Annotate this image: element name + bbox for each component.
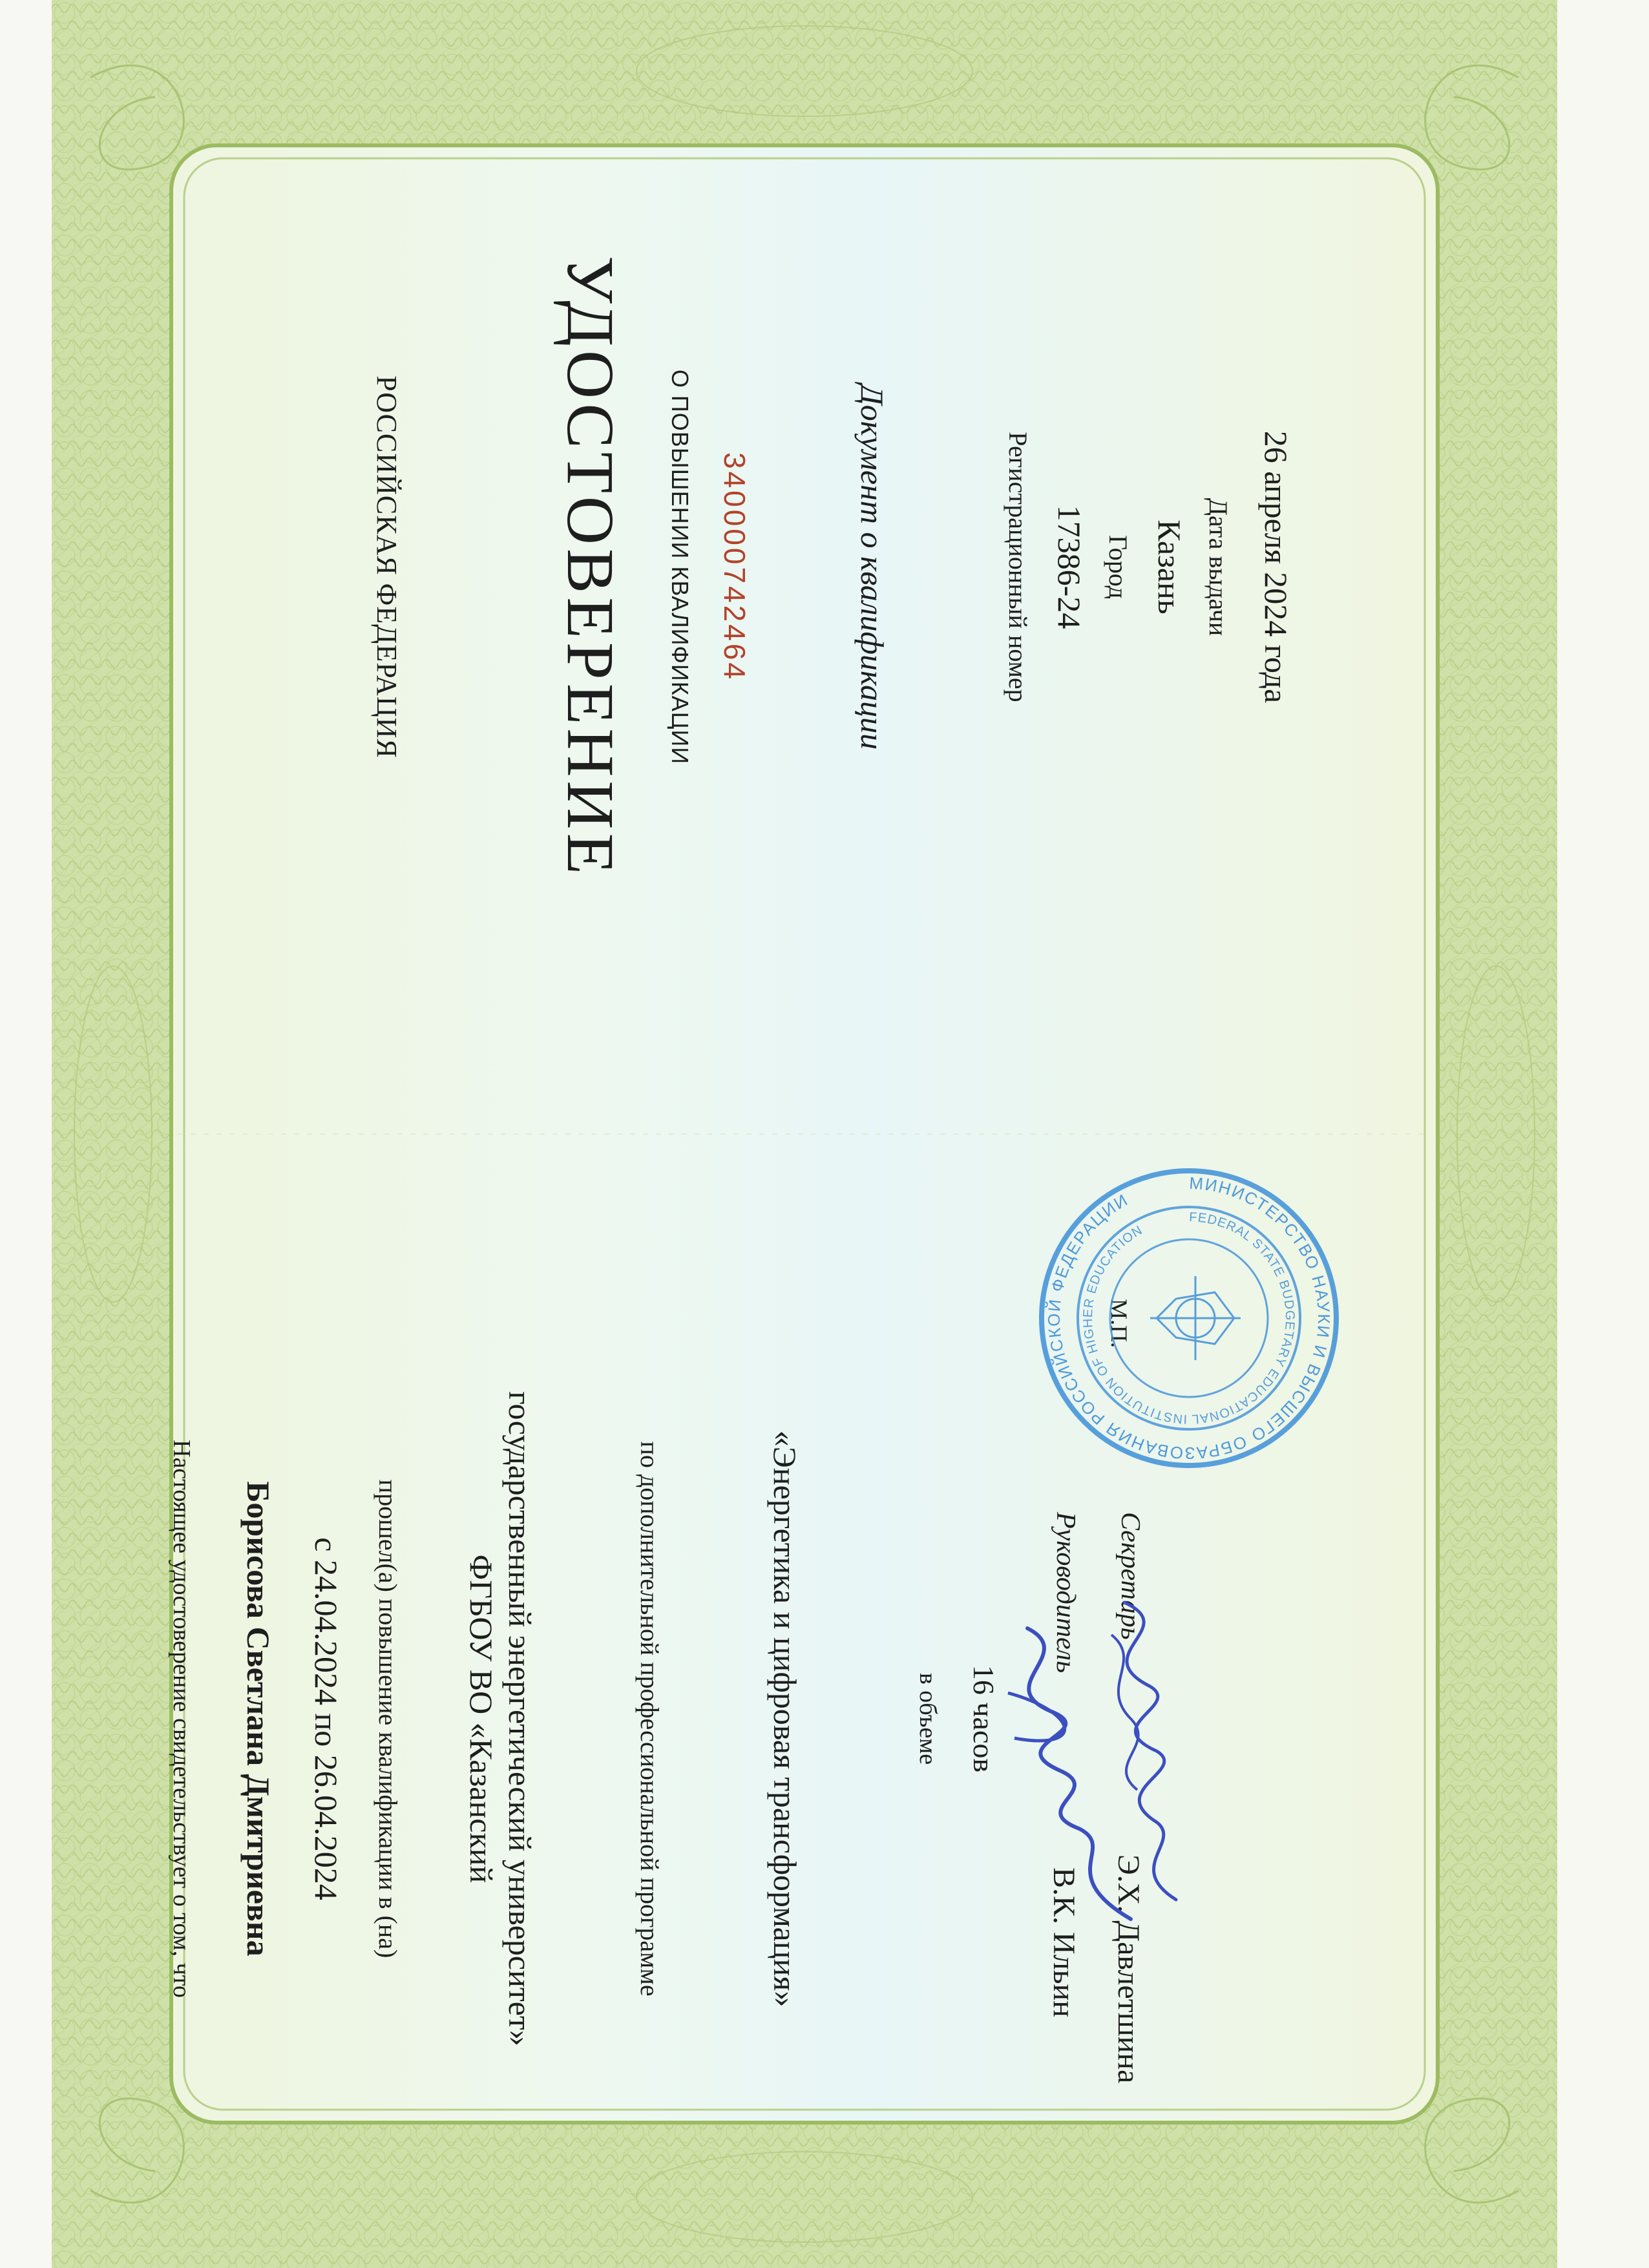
secretary-label: Секретарь bbox=[1115, 1512, 1145, 1640]
volume-label: в объеме bbox=[914, 1672, 941, 1765]
registration-number: 17386-24 bbox=[1051, 505, 1087, 629]
registration-number-label: Регистрационный номер bbox=[1003, 432, 1033, 702]
completion-text: прошел(а) повышение квалификации в (на) bbox=[373, 1479, 403, 1958]
volume-hours: 16 часов bbox=[967, 1664, 1000, 1773]
serial-number: 340000742464 bbox=[718, 452, 751, 682]
document-title: УДОСТОВЕРЕНИЕ bbox=[553, 255, 627, 879]
recipient-name: Борисова Светлана Дмитриевна bbox=[240, 1481, 277, 1957]
secretary-name: Э.Х. Давлетшина bbox=[1111, 1854, 1146, 2084]
city-label: Город bbox=[1104, 535, 1133, 599]
certificate-spread bbox=[52, 0, 1557, 2268]
issue-date-label: Дата выдачи bbox=[1204, 498, 1233, 636]
seal-place-label: М.П. bbox=[1106, 1299, 1132, 1349]
document-subtitle: О ПОВЫШЕНИИ КВАЛИФИКАЦИИ bbox=[667, 369, 693, 765]
head-label: Руководитель bbox=[1051, 1512, 1080, 1674]
seal-outer-text: МИНИСТЕРСТВО НАУКИ И ВЫСШЕГО ОБРАЗОВАНИЯ РОССИЙСКОЙ ФЕДЕРАЦИИ bbox=[1044, 1173, 1334, 1464]
secretary-signature bbox=[1079, 1596, 1195, 1906]
training-period: с 24.04.2024 по 26.04.2024 bbox=[308, 1537, 344, 1900]
intro-text: Настоящее удостоверение свидетельствует о том, что bbox=[168, 1440, 195, 1998]
scan-margin-right bbox=[1557, 0, 1649, 2268]
seal-inner-text: FEDERAL STATE BUDGETARY EDUCATIONAL INSTITUTION OF HIGHER EDUCATION bbox=[1080, 1210, 1297, 1427]
organization-line-2: государственный энергетический университет» bbox=[502, 1391, 538, 2046]
scan-margin-left bbox=[0, 0, 52, 2268]
university-seal bbox=[1034, 1163, 1344, 1473]
city-value: Казань bbox=[1151, 520, 1188, 614]
country-label: РОССИЙСКАЯ ФЕДЕРАЦИЯ bbox=[371, 375, 403, 759]
document-type: Документ о квалификации bbox=[854, 384, 890, 750]
program-intro: по дополнительной профессиональной программе bbox=[635, 1441, 664, 1997]
organization-line-1: ФГБОУ ВО «Казанский bbox=[463, 1554, 499, 1884]
head-name: В.К. Ильин bbox=[1047, 1867, 1081, 2017]
program-name: «Энергетика и цифровая трансформация» bbox=[767, 1430, 803, 2008]
issue-date: 26 апреля 2024 года bbox=[1258, 430, 1294, 704]
